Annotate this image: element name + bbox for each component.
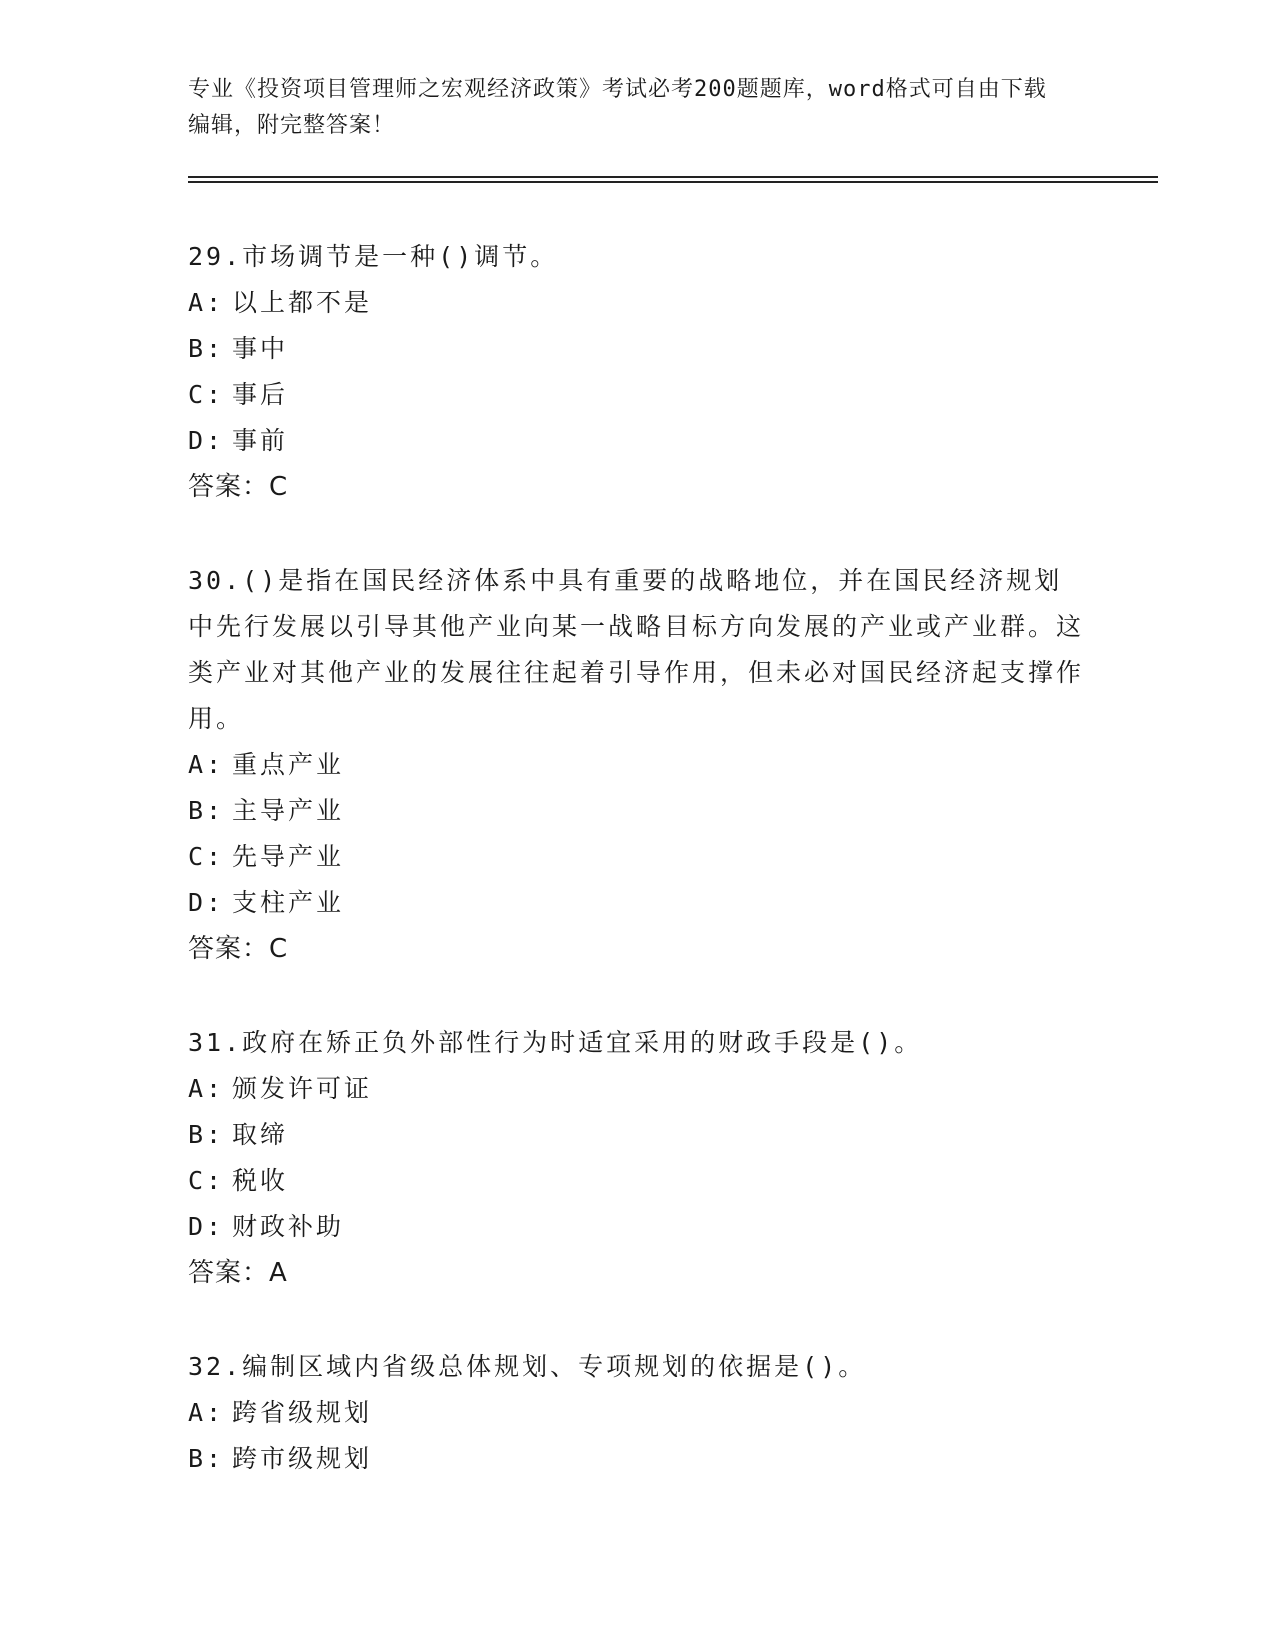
option-text: 财政补助 <box>232 1212 345 1241</box>
option-text: 跨市级规划 <box>232 1444 373 1473</box>
question-31 <box>188 1020 1088 1296</box>
option-text: 支柱产业 <box>232 888 345 917</box>
option-key: B: <box>188 334 225 363</box>
option-text: 事后 <box>232 380 289 409</box>
option-key: A: <box>188 1398 225 1427</box>
question-29 <box>188 234 1088 510</box>
option-text: 主导产业 <box>232 796 345 825</box>
question-list <box>188 234 1088 1530</box>
option-key: A: <box>188 1074 225 1103</box>
question-text: 31.政府在矫正负外部性行为时适宜采用的财政手段是()。 <box>188 1028 923 1057</box>
option-text: 事前 <box>232 426 289 455</box>
option-key: D: <box>188 888 225 917</box>
answer-line: 答案：C <box>188 934 289 964</box>
option-key: C: <box>188 1166 225 1195</box>
header-description: 专业《投资项目管理师之宏观经济政策》考试必考200题题库，word格式可自由下载编辑，附完整答案！ <box>188 77 1047 138</box>
header-divider-bottom <box>188 181 1158 183</box>
option-c <box>188 1158 1088 1204</box>
option-key: A: <box>188 288 225 317</box>
option-key: B: <box>188 1444 225 1473</box>
answer-line: 答案：A <box>188 1258 288 1288</box>
question-text: 32.编制区域内省级总体规划、专项规划的依据是()。 <box>188 1352 867 1381</box>
question-text: 30.()是指在国民经济体系中具有重要的战略地位，并在国民经济规划中先行发展以引导其他产业向某一战略目标方向发展的产业或产业群。这类产业对其他产业的发展往往起着引导作用，但未必对国民经济起支撑作用。 <box>188 566 1085 733</box>
document-header <box>188 72 1068 144</box>
option-b <box>188 1436 1088 1482</box>
answer-line: 答案：C <box>188 472 289 502</box>
option-text: 事中 <box>232 334 289 363</box>
option-key: D: <box>188 1212 225 1241</box>
option-text: 税收 <box>232 1166 289 1195</box>
option-b <box>188 326 1088 372</box>
option-b <box>188 1112 1088 1158</box>
option-b <box>188 788 1088 834</box>
option-d <box>188 418 1088 464</box>
header-divider-top <box>188 176 1158 178</box>
option-key: D: <box>188 426 225 455</box>
option-text: 重点产业 <box>232 750 345 779</box>
option-text: 先导产业 <box>232 842 345 871</box>
question-32 <box>188 1344 1088 1482</box>
option-key: A: <box>188 750 225 779</box>
question-30 <box>188 558 1088 972</box>
option-a <box>188 742 1088 788</box>
option-key: C: <box>188 380 225 409</box>
option-a <box>188 280 1088 326</box>
option-key: B: <box>188 796 225 825</box>
option-c <box>188 834 1088 880</box>
option-d <box>188 1204 1088 1250</box>
option-a <box>188 1390 1088 1436</box>
option-key: C: <box>188 842 225 871</box>
question-text: 29.市场调节是一种()调节。 <box>188 242 559 271</box>
option-a <box>188 1066 1088 1112</box>
option-key: B: <box>188 1120 225 1149</box>
option-d <box>188 880 1088 926</box>
option-text: 跨省级规划 <box>232 1398 373 1427</box>
option-text: 颁发许可证 <box>232 1074 373 1103</box>
option-text: 以上都不是 <box>232 288 373 317</box>
option-c <box>188 372 1088 418</box>
option-text: 取缔 <box>232 1120 289 1149</box>
